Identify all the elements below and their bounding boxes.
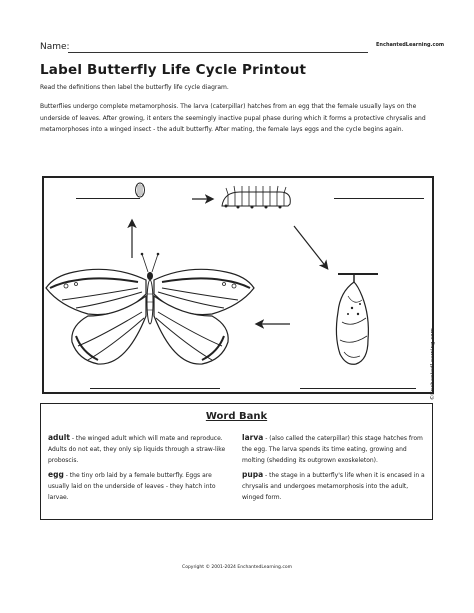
caterpillar-illustration — [222, 186, 290, 209]
butterfly-illustration — [46, 253, 254, 364]
arrow-larva-to-pupa — [294, 226, 327, 268]
word-bank-entry — [242, 469, 427, 503]
term-egg: egg — [48, 470, 64, 479]
word-bank-title: Word Bank — [205, 411, 268, 422]
term-pupa: pupa — [242, 470, 264, 479]
word-bank-left-column — [48, 432, 233, 506]
name-input-line[interactable] — [68, 52, 368, 53]
diagram-watermark: ©EnchantedLearning.com — [430, 328, 436, 401]
definition-adult: - the winged adult which will mate and reproduce. Adults do not eat, they only sip liquids through a straw-like proboscis. — [48, 435, 226, 464]
definition-larva: - (also called the caterpillar) this stage hatches from the egg. The larva spends its time eating, growing and molting (shedding its outgrown exoskeleton). — [242, 435, 423, 464]
diagram-illustrations — [42, 176, 434, 394]
word-bank-entry — [242, 432, 427, 466]
word-bank — [40, 403, 433, 520]
word-bank-right-column — [242, 432, 427, 506]
chrysalis-illustration — [336, 274, 378, 364]
word-bank-entry — [48, 432, 233, 466]
term-adult: adult — [48, 433, 70, 442]
definition-egg: - the tiny orb laid by a female butterfly. Eggs are usually laid on the underside of leaves - they hatch into larvae. — [48, 472, 216, 501]
term-larva: larva — [242, 433, 264, 442]
definition-pupa: - the stage in a butterfly's life when it is encased in a chrysalis and undergoes metamorphosis into the adult, winged form. — [242, 472, 425, 501]
page-title: Label Butterfly Life Cycle Printout — [40, 62, 307, 78]
instructions: Read the definitions then label the butterfly life cycle diagram. — [40, 84, 229, 91]
life-cycle-diagram — [42, 176, 436, 401]
intro-paragraph: Butterflies undergo complete metamorphosis. The larva (caterpillar) hatches from an egg that the female usually lays on the underside of leaves. After growing, it enters the seemingly inactive pupal phase during which it forms a protective chrysalis and metamorphoses into a winged insect - the adult butterfly. After mating, the female lays eggs and the cycle begins again. — [40, 103, 426, 133]
name-label: Name: — [40, 42, 70, 52]
egg-illustration — [136, 183, 145, 197]
word-bank-entry — [48, 469, 233, 503]
copyright-footer: Copyright © 2001-2024 EnchantedLearning.com — [182, 565, 292, 570]
site-link[interactable]: EnchantedLearning.com — [376, 42, 445, 48]
